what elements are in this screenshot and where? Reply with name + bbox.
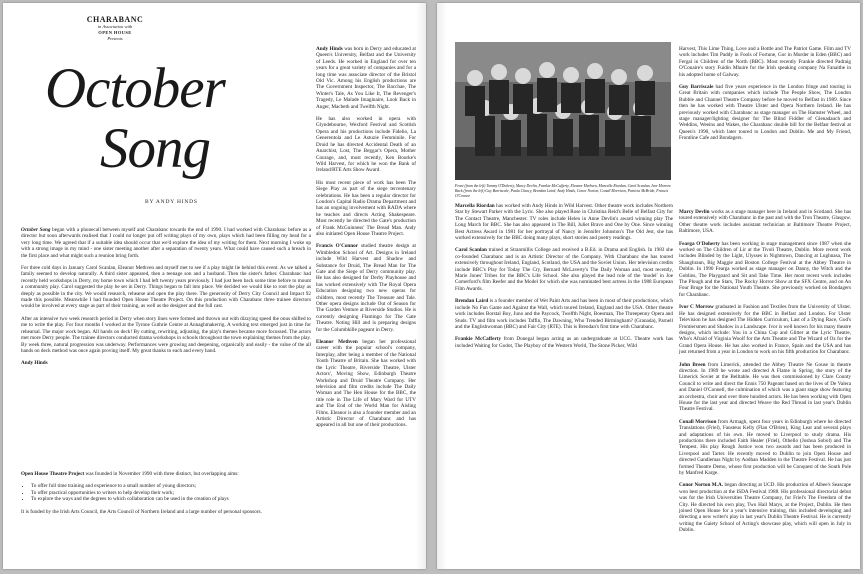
production-credit [55,15,175,42]
ohtp-section [21,471,311,521]
intro-lead: October Song [21,227,51,233]
caption-line-front: Front (from the left) Tommy O'Doherty, Marcy Devlin, Frankie McCafferty, Eleanor Methven, Marcella Riordan, Carol Scanlan, Ivor Morrow [455,184,671,188]
bio-text: graduated in Fashion and Textiles from the University of Ulster. He has designed extensively for the BBC in Belfast and London. For Ulster Television he has designed The Hidden Curriculum, Last of a Dying Race, God's Frontiersmen and Shadow in a Landscape. Ivor is well known for his many theatre designs, which include: You in a China Cup and Glitter at the Lyric Theatre, Who's Afraid of Virginia Woolf for the Arts Theatre and The Wizard of Oz for the Grand Opera House. He has also worked in France, Spain and the USA and has just returned from a year in London to work on his fifth production for Charabanc. [679,304,851,356]
author-signature: Andy Hinds [21,360,48,367]
page-gutter-shade [437,3,447,569]
intro-text [21,227,311,373]
bio-paragraph [679,419,851,477]
bio-name: Brendan Laird [455,298,489,305]
bio-paragraph [679,362,851,413]
title-line-1: October [45,57,225,120]
bio-text: from Armagh, spent four years in Edinburgh where he directed Translations (Friel), Fausteus Kelly (Flan O'Brien), King Lear and several plays and adaptations of his own. He moved to Liverpool to study drama. His productions there included Faith Healer (Friel), Othello (Joshua Sobol) and The Tempest. His play Rough Justice won two awards and has been produced in Liverpool and Tarter. He recently moved to Dublin to join Open House and directed Gandlemas Night by Aodhan Madden in the Theatre Festival. He has just formed Theatre Demo, whose first production will be Conquest of the South Pole by Manfred Karge. [679,418,851,477]
ohtp-lead: Open House Theatre Project [21,471,85,477]
bio-name: Guy Barriscale [679,84,714,91]
photo-caption [455,184,671,199]
bio-name: John Breen [679,361,706,368]
ohtp-intro [21,471,311,477]
bios-column-center [455,203,673,355]
intro-p1: began with a phonecall between myself and Charabanc towards the end of 1990. I had worked with Charabanc before as a director but soon afterwards realised that I could no longer put off writing plays of my own, plays which had been filling my head for a very long time. We agreed that if a suitable idea should occur that we'd explore the idea of my writing for them. Next morning I woke up with a strong image in my mind - one sister meeting another after a separation of twenty years. What could have caused such a breach in the first place and what might such a reunion bring forth. [21,227,311,259]
bio-name: Marcy Devlin [679,209,710,215]
right-page [437,3,860,569]
bio-text: from Limerick, attended the Abbey Theatre Ne Gouse in theatre direction. In 1989 he wrote and directed A Flame in Spring, the story of the Limerick Soviet at the Belltable. He was then commissioned by Clare County Council to write and direct the Ennis 750 Pageant based on the lives of De Valera and Daniel O'Connell, the culmination of which was a giant stage show featuring an orchestra, choir and over three hundred actors. He has been working with Open House for the last year and directed Weave the Red Thread in last year's Dublin Theatre Festival. [679,361,852,413]
bio-text: is a founder member of Wet Paint Arts and has been in most of their productions, which include No Fun Game and Against the Wall, which toured Ireland, England and the USA. Other theatre work includes Borstal Boy, Juno and the Paycock, Twelfth Night, Boesman, The Threepenny Opera and Studs. TV and film work includes Taffin, The Dawning, Who Trended Birmingham? (Granada), Parnell and the Englishwoman (BBC) and Fair City (RTE). This is Brendan's first time with Charabanc. [455,298,673,330]
intro-paragraph [21,227,311,259]
play-title [45,59,265,179]
credit-line-1: in Association with [97,24,133,29]
bio-name: Andy Hinds [316,46,343,52]
bio-text: works as a stage manager here in Ireland and in Scotland. She has toured extensively with Charabanc in the past and with the Tron Theatre, Glasgow. Other theatre work includes assistant technician at Baltimore Theatre Project, Baltimore, USA. [679,209,851,235]
bio-name: Fearga O'Doherty [679,240,720,247]
bio-paragraph [679,84,851,142]
credit-line-2: OPEN HOUSE [98,30,132,35]
left-page [3,3,426,569]
bio-text: has worked with Andy Hinds in Wild Harvest. Other theatre work includes Northern Star by Stewart Parker with the Lyric. She also played Rose in Christina Reid's Belle of Belfast City for The Contact Theatre, Manchester. TV roles include Helen in Anne Devlin's award winning play The Long March for BBC. She has also appeared in The Bill, Juliet Bravo and One by One. Since winning Best Actress Award in 1981 for her portrayal of Nancy in Jennifer Johnston's The Old Jest, she has worked extensively for the BBC doing many plays, short stories and poetry readings. [455,203,673,242]
bio-name: Eleanor Methven [316,339,358,346]
ohtp-funding: It is funded by the Irish Arts Council, the Arts Council of Northern Ireland and a large number of personal sponsors. [21,508,262,515]
caption-line-back: Back (from the left) Guy Barriscale, Paula Clancy, Brendan Laird, Andy Hinds, Conor Norton, Conall Morrison, Patricia McBride, Francis O'Connor [455,189,669,198]
bio-paragraph [316,339,416,429]
bio-name: Conall Morrison [679,418,717,425]
bio-paragraph [455,298,673,330]
bio-text: has been working in stage management since 1987 when she worked on The Children of Lir at the Tivoli Theatre, Dublin. More recent work includes Blinded by the Light, Ulysses in Nighttown, Dancing at Lughnasa, The Shaughraun, Big Maggie and Boston College Festival at the Abbey Theatre in Dublin. In 1990 Fearga worked as stage manager on Danny, the Witch and the Goblins, The Playgoard and Sit and Take Time. Her most recent work includes The Plough and the Stars, The Rocky Horror Show at the SFX Centre, and on An Four Bruge for the National Youth Theatre. She previously worked on Bondagers for Charabanc. [679,240,851,298]
bio-paragraph [679,209,851,235]
bio-paragraph [679,304,851,355]
bio-name: Ivor C Morrow [679,304,714,311]
intro-paragraph: After an intensive two week research period in Derry when story lines were formed and thrown out with dizzying speed the onus shifted to me to write the play. For four months I worked at the Tyrone Guthrie Centre at Annaghmakerrig. A working text emerged just in time for rehearsal. The major work began. All hands on deck! By cutting, rewriting, adjusting, the play's themes became more focussed. The actors met more Derry people. The trainee directors conducted drama workshops in schools throughout the town explaining themes from the play. By week three, natural progression was underway. Performances were growing and deepening, organically and easily - the value of the all hands on deck method was once again proving itself. My great thanks to each and every hand. [21,315,311,354]
ohtp-lead-rest: was founded in November 1990 with three distinct, but overlapping aims: [85,471,239,477]
bio-name: Marcella Riordan [455,203,495,209]
bio-paragraph [316,46,416,110]
bio-text: from Donegal began acting as an undergraduate at UCG. Theatre work has included Waiting for Godot, The Playboy of the Western World, The Stone Picker, Wild [455,336,674,349]
title-line-2: Song [100,117,210,180]
list-item: • To offer practical opportunities to writers to help develop their work; [31,490,311,496]
intro-paragraph: For three cold days in January Carol Scanlan, Eleanor Methven and myself met to see if a play might lie behind this event. As we talked a family seemed to develop naturally. A third sister appeared, then a teenage son and a husband. Then the sister's father. Charabanc had recently held workshops in Derry, my home town which I had left twenty years previously. I had just been back some time before to mount a community play. Carol suggested the play be set in Derry. Things began to fall into place. We decided we would like to root the play as deeply as possible in the city. We would research, rehearse and open the play there. The generosity of Derry City Council and Impact 92 made this possible. Meanwhile I had founded Open House Theatre Project. On this production with Charabanc three trainee directors would be involved at every stage as part of their training, as well as the designer and the full cast. [21,265,311,310]
bios-column-middle [316,46,416,435]
bios-column-right [679,209,851,540]
byline: BY ANDY HINDS [145,199,198,205]
bio-paragraph: His most recent piece of work has been The Siege Play as part of the siege tercentenary celebrations. He has been a regular director for London's Capital Radio Drama Department and has an ongoing involvement with RADA where he teaches and directs Acting Shakespeare. Most recently he directed the Gate's production of Frank McGuinness' The Bread Man. Andy also initiated Open House Theatre Project. [316,179,416,237]
bio-paragraph [679,241,851,299]
bios-column-right-top [679,46,851,148]
bio-name: Conor Norton M.A. [679,482,724,489]
bio-text: studied theatre design at Wimbledon School of Art. Designs in Ireland include Wild Harvest and Shadow and Substance for Druid, The Bread Man for The Gate and the Siege of Derry community play. He has also designed for Derby Playhouse and has worked extensively with The Royal Opera Education designing two new operas for children, most recently The Treasure and Tale. Other opera designs include Out of Season for The Garden Venture at Riverside Studios. He is currently designing Flamingo for The Gate Theatre. Noting Hill and is preparing designs for the Columbkille pageant in Derry. [316,243,416,333]
cast-photo [455,42,671,180]
bio-paragraph [455,203,673,241]
bio-name: Carol Scanlan [455,247,487,254]
bio-text: had five years experience in the London fringe and touring in Great Britain with companies which include The People Show, The London Bubble and Channel Theatre Company before he moved to Belfast in 1989. Since then he has worked with Theatre Ulster and Opera Northern Ireland. He has previously worked with Charabanc as stage manager on The Hamster Wheel, and stage manager/lighting designer for The Blind Fiddler of Glenadauch and Weddins, Weeins and Wakes, the Charabanc double bill for the Belfast festival at Queen's 1990, which later toured to London and Dublin. Me and My Friend, Frontline Cafe and Bondagers. [679,84,852,142]
bio-text: was born in Derry and educated at Queen's University, Belfast and the University of Leeds. He worked in England for over ten years for a great variety of companies and for a long time was associate director of the Bristol Old Vic. Among his English productions are The Government Inspector, The Bacchae, The Winter's Tale, As You Like It, The Revenger's Tragedy, Le Malade Imaginaire, Look Back in Anger, Macbeth and Twelfth Night. [316,46,416,110]
company-brand: CHARABANC [86,15,144,24]
bio-name: Frankie McCafferty [455,336,502,343]
bio-paragraph: Harvest, This Lime Thing, Love and a Bottle and The Patriot Game. Film and TV work includes Tim Paddy in Fools of Fortune, Gor in Murder in Eden (BBC) and Fergal in Children of the North (BBC). Most recently Frankie directed Padraig O'Conaire's story Fuidin Mhuire for the Irish speaking company Na Fanaithe in his adopted home of Galway. [679,46,851,78]
bio-text: began her professional career with the popular school's company, Interplay, after being a member of the National Youth Theatre of Britain. She has worked with the Lyric Theatre, Riverside Theatre, Ulster Actors', Moving Show, Edinburgh Theatre Workshop and Druid Theatre Company. Her television and film credits include The Daily Woman and The Hen House for the BBC, the title role in The Life of Mary Ward for UTV and The End of the World Man for Aisling Films. Eleanor is also a founder member and an Artistic Director of Charabanc and has appeared in all but one of their productions. [316,339,416,429]
ohtp-aims [21,483,311,502]
bio-paragraph [316,243,416,333]
list-item: • To offer full time training and experience to a small number of young directors; [31,483,311,489]
page-gutter-shade [416,3,426,569]
bio-paragraph [455,247,673,292]
list-item: • To explore the ways and the degrees to which collaboration can be used in the creation of plays [31,496,311,502]
cast-photo-image [455,42,671,180]
bio-paragraph: He has also worked in opera with Glyndebourne, Wexford Festival and Scottish Opera and his productions include Fidelio, La Generentola and Le Astuzie Femminile. For Druid he has directed Accidental Death of an Anarchist, Lost, The Beggar's Opera, Mother Courage, and, most recently, Ken Bourke's Wild Harvest, for which he won the Bank of Ireland/RTE Arts Show Award. [316,116,416,174]
credit-line-3: Presents [107,36,123,41]
bio-text: began directing at UCD. His production of Albee's Seascape won best production at the ISDA Festival 1988. His professional directorial debut was for the Irish Universities Theatre Company, for Friel's The Freedom of the City. He directed his own play, Two Hail Marys, at the Project, Dublin. He then joined Open House for a year's intensive training, this included developing and directing a new writer's play in last year's Dublin Theatre Festival. He is currently writing the Gaiety School of Acting's showcase play, which will open in July in Dublin. [679,482,851,534]
bio-name: Francis O'Connor [316,243,359,250]
bio-paragraph [679,482,851,533]
bio-paragraph [455,336,673,349]
bio-text: trained at Stranmillis College and received a B.Ed. in Drama and English. In 1983 she co-founded Charabanc and is an Artistic Director of the Company. With Charabanc she has toured extensively throughout Ireland, England, Scotland, the USA and the Soviet Union. Her television credits include BBC's Play for Today The Cry, Bernard McLaverty's The Daily Woman and, most recently, Marie Jones' Tribes for the BBC's Life School. She also played the lead role of the 'model' in Joe Comerford's film Reefer and the Model for which she was nominated best actress in the 1988 European Film Awards. [455,247,674,292]
